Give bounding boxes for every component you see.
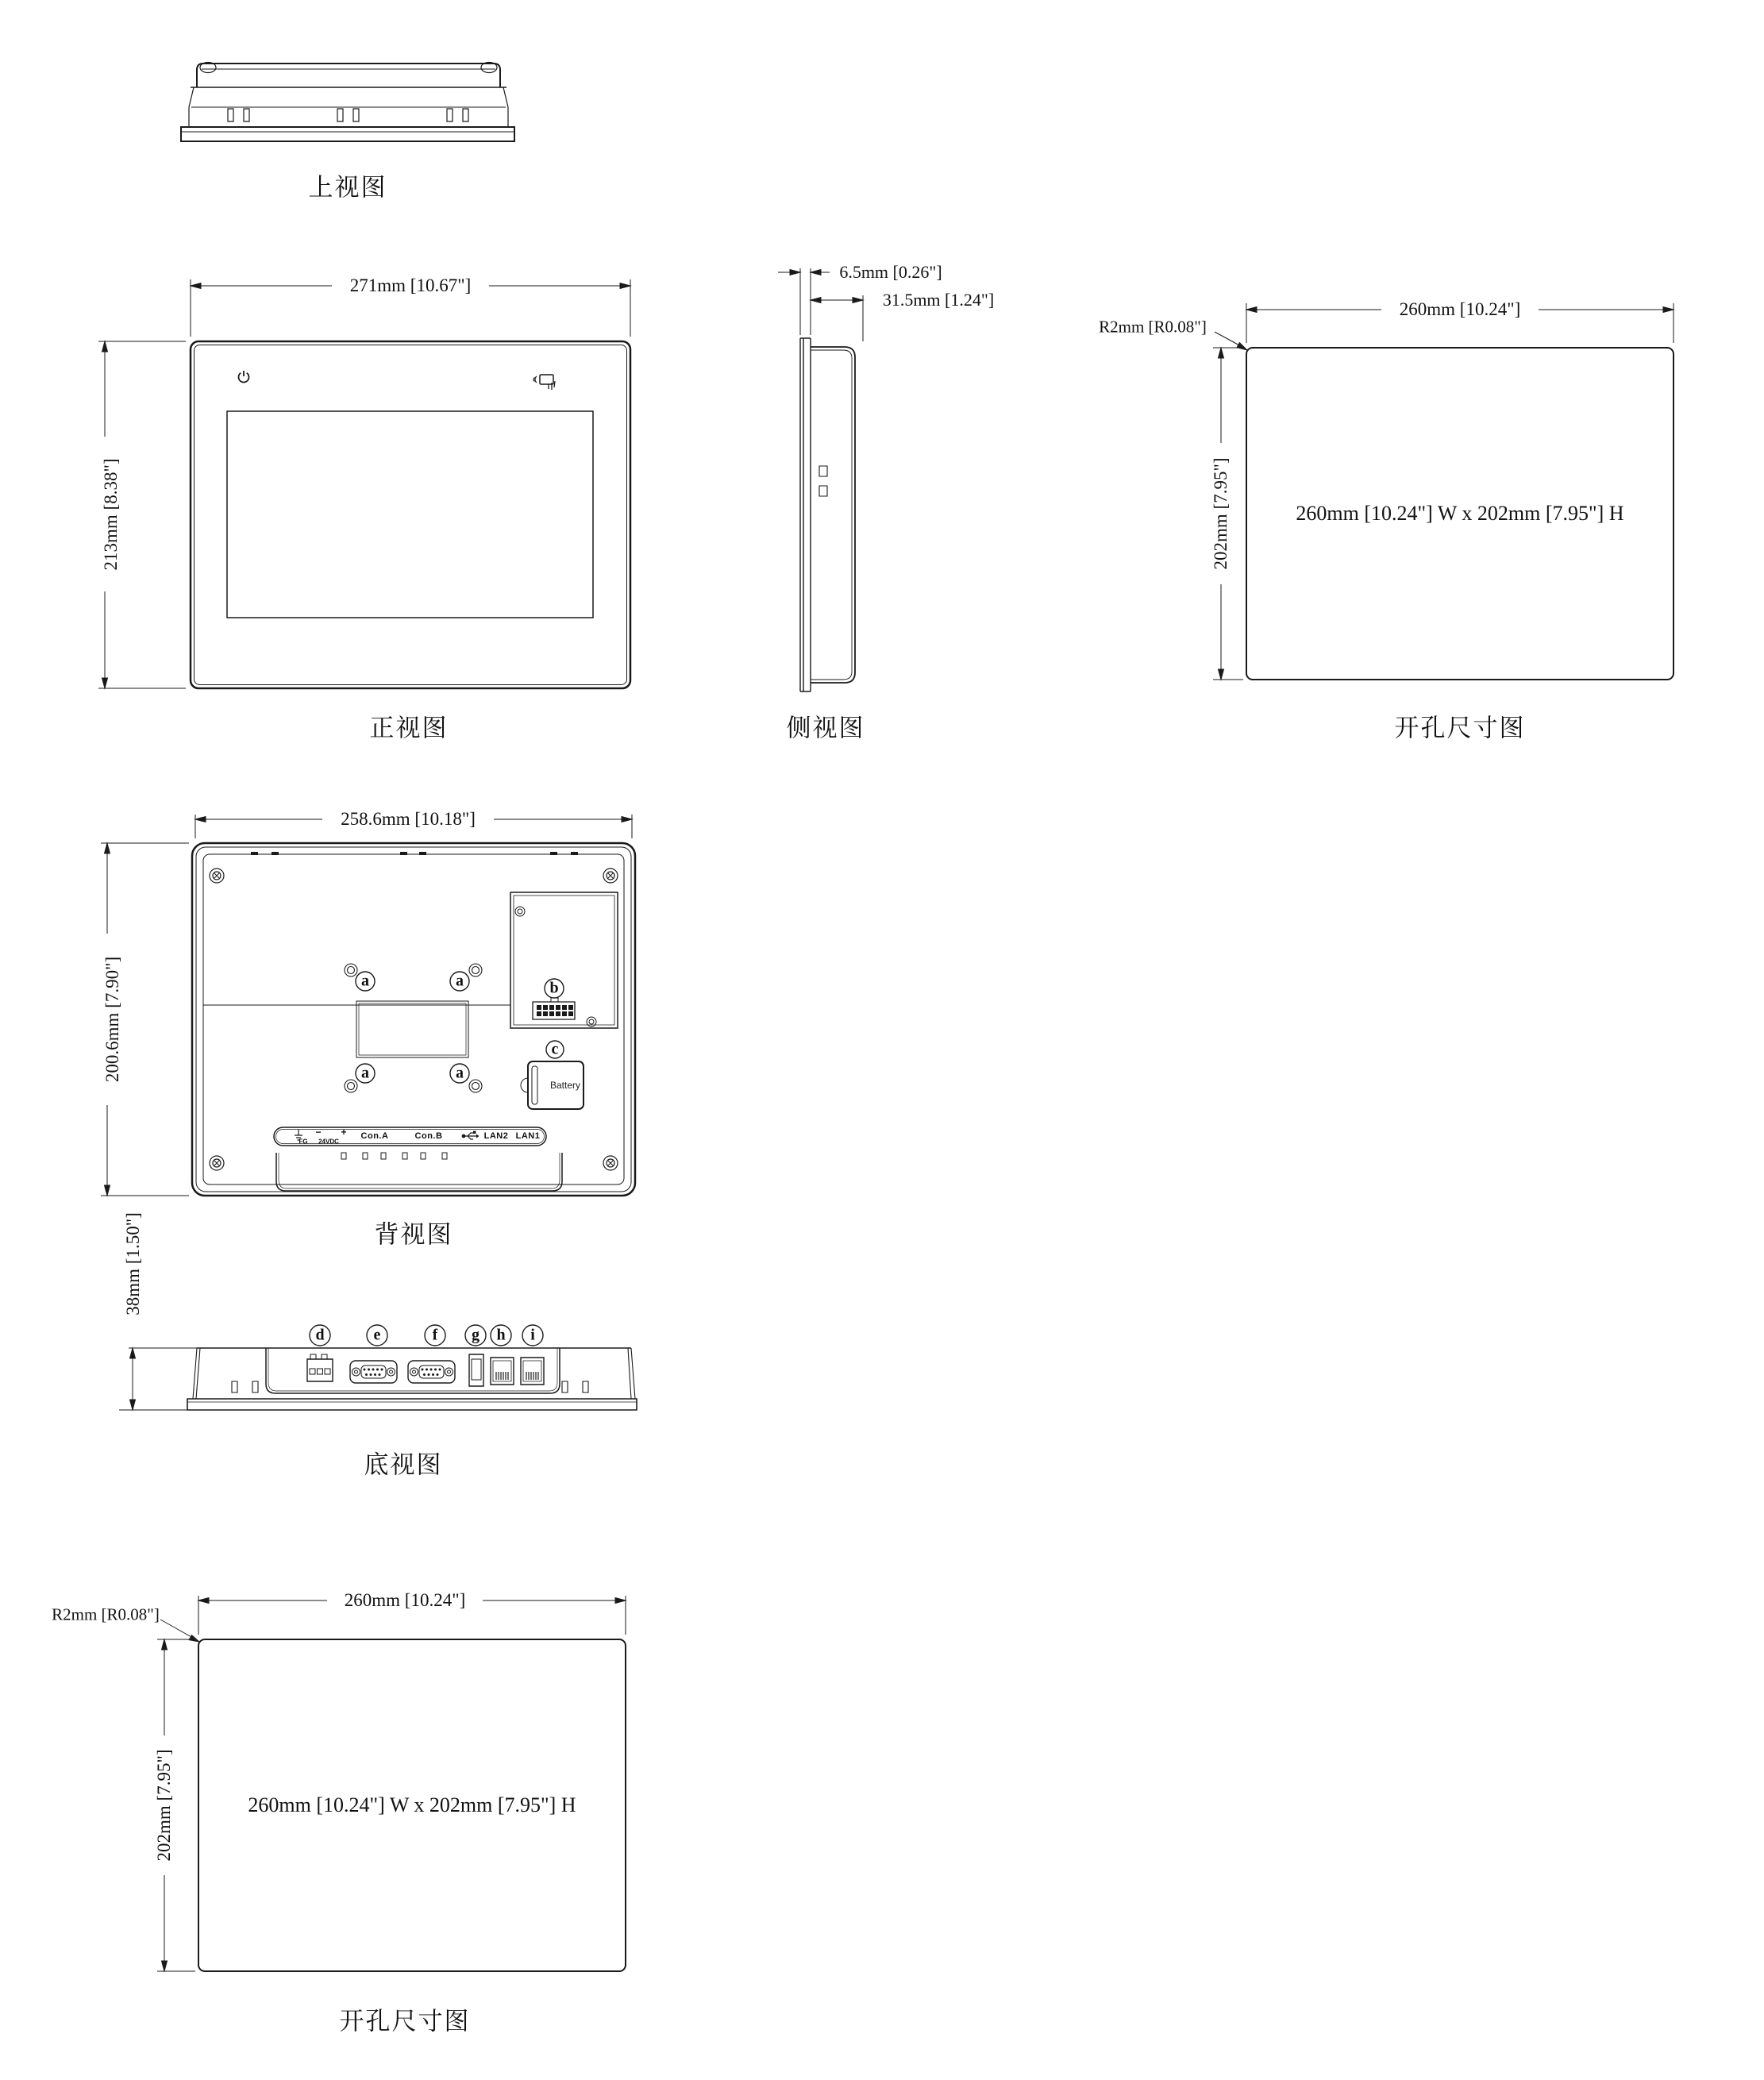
terminal-block-connector: [307, 1354, 333, 1381]
lan1-label: LAN1: [515, 1131, 541, 1141]
side-bezel-dim-label: 6.5mm [0.26"]: [839, 262, 942, 282]
vesa-hole: [469, 964, 482, 976]
callout-a-label: a: [361, 1064, 369, 1082]
screw-icon: [210, 1156, 224, 1170]
usb-port: [469, 1354, 483, 1386]
cutout-right-width-dim-label: 260mm [10.24"]: [1399, 299, 1521, 319]
cutout-bottom-radius-label: R2mm [R0.08"]: [52, 1604, 160, 1624]
back-width-dim-label: 258.6mm [10.18"]: [341, 809, 476, 829]
door-screw-icon: [515, 907, 525, 916]
db9-connector: [408, 1361, 455, 1383]
top-view-title: 上视图: [308, 173, 387, 202]
front-height-dim-label: 213mm [8.38"]: [101, 458, 121, 571]
vent-slots: [228, 109, 468, 121]
callout-a-label: a: [456, 1064, 464, 1082]
callout-e-label: e: [373, 1326, 381, 1344]
power-plus-label: +: [341, 1127, 347, 1138]
side-bezel-dimension: [778, 268, 830, 335]
screw-icon: [603, 1156, 618, 1170]
screw-icon: [603, 869, 618, 883]
fg-label: FG: [298, 1138, 308, 1146]
callout-g-label: g: [472, 1326, 480, 1344]
power-minus-label: −: [315, 1127, 322, 1138]
card-tap-icon: [533, 375, 555, 390]
connector-callout-circles: [310, 1325, 543, 1346]
cutout-right-title: 开孔尺寸图: [1394, 714, 1526, 742]
side-depth-dim-label: 31.5mm [1.24"]: [882, 290, 995, 310]
cutout-bottom-height-dim-label: 202mm [7.95"]: [154, 1749, 174, 1862]
callout-c-label: c: [551, 1040, 559, 1058]
bottom-depth-dimension: [119, 1348, 197, 1410]
back-view-title: 背视图: [374, 1220, 453, 1249]
battery-label: Battery: [549, 1080, 581, 1091]
front-width-dim-label: 271mm [10.67"]: [349, 275, 472, 295]
db9-connector: [350, 1361, 397, 1383]
usb-icon: [462, 1131, 479, 1140]
screw-icon: [210, 869, 224, 883]
vesa-hole: [345, 1080, 357, 1092]
back-view-drawing: [64, 778, 667, 1246]
vdc-label: 24VDC: [318, 1138, 339, 1146]
cutout-right-drawing: [1056, 286, 1723, 699]
callout-i-label: i: [530, 1326, 535, 1344]
cutout-right-center-label: 260mm [10.24"] W x 202mm [7.95"] H: [1296, 502, 1624, 525]
access-door: [510, 892, 618, 1028]
side-view-drawing: [754, 262, 1024, 707]
vesa-hole: [345, 964, 357, 976]
callout-a-label: a: [456, 972, 464, 990]
cutout-bottom-width-dim-label: 260mm [10.24"]: [344, 1590, 466, 1610]
power-icon: [239, 371, 249, 383]
callout-a-label: a: [361, 972, 369, 990]
side-view-title: 侧视图: [786, 714, 865, 742]
cutout-right-radius-label: R2mm [R0.08"]: [1099, 317, 1207, 337]
mounting-flange: [187, 1399, 637, 1410]
front-view-drawing: [79, 262, 651, 707]
front-screen: [227, 411, 593, 618]
callout-d-label: d: [315, 1326, 325, 1344]
callout-f-label: f: [432, 1326, 438, 1344]
rj45-port: [521, 1358, 544, 1385]
vesa-hole: [469, 1080, 482, 1092]
con-a-label: Con.A: [360, 1131, 389, 1141]
side-bezel: [800, 338, 811, 691]
callout-h-label: h: [496, 1326, 506, 1344]
con-b-label: Con.B: [414, 1131, 443, 1141]
lan2-label: LAN2: [483, 1131, 509, 1141]
cutout-bottom-title: 开孔尺寸图: [339, 2007, 471, 2036]
rj45-port: [491, 1358, 514, 1385]
side-depth-dimension: [811, 295, 863, 341]
vesa-callout-circles: [356, 972, 469, 1083]
bottom-depth-dim-label: 38mm [1.50"]: [123, 1212, 143, 1315]
vesa-recess: [356, 1001, 468, 1057]
back-height-dim-label: 200.6mm [7.90"]: [102, 956, 122, 1083]
bottom-recess: [276, 1153, 562, 1191]
callout-b-label: b: [549, 979, 559, 997]
corner-radius-leader: [160, 1620, 199, 1642]
front-view-title: 正视图: [369, 714, 449, 742]
cutout-bottom-center-label: 260mm [10.24"] W x 202mm [7.95"] H: [248, 1793, 576, 1816]
top-view-drawing: [159, 40, 532, 167]
dip-switch: [533, 998, 575, 1019]
cutout-right-height-dim-label: 202mm [7.95"]: [1211, 457, 1231, 570]
front-panel-outline: [191, 341, 630, 688]
bottom-view-title: 底视图: [364, 1450, 443, 1479]
side-body: [811, 347, 855, 683]
